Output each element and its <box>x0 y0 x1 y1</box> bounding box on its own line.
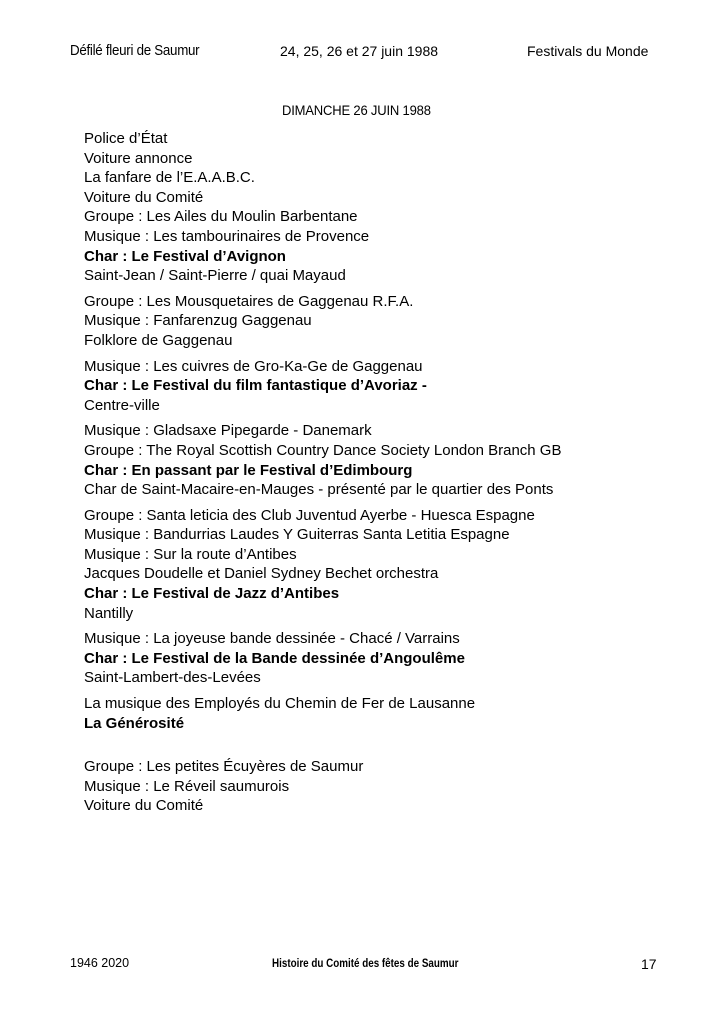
parade-entry: La musique des Employés du Chemin de Fer de Lausanne <box>84 695 476 713</box>
parade-entry: Musique : Le Réveil saumurois <box>84 777 290 795</box>
header-theme: Festivals du Monde <box>527 43 649 59</box>
parade-entry: Musique : Les cuivres de Gro-Ka-Ge de Gaggenau <box>84 357 423 375</box>
parade-order-list <box>84 129 684 822</box>
parade-section <box>84 292 684 351</box>
parade-section <box>84 129 684 286</box>
float-title: Char : En passant par le Festival d’Edimbourg <box>84 461 413 479</box>
parade-entry: Voiture du Comité <box>84 188 204 206</box>
float-title: La Générosité <box>84 714 185 732</box>
parade-entry: Groupe : Les petites Écuyères de Saumur <box>84 758 364 776</box>
header-event-dates: 24, 25, 26 et 27 juin 1988 <box>280 43 439 59</box>
float-title: Char : Le Festival de la Bande dessinée d’Angoulême <box>84 649 465 667</box>
parade-entry: Folklore de Gaggenau <box>84 331 233 349</box>
parade-entry: Centre-ville <box>84 396 160 414</box>
parade-entry: Musique : Fanfarenzug Gaggenau <box>84 312 312 330</box>
parade-entry: Saint-Jean / Saint-Pierre / quai Mayaud <box>84 267 346 285</box>
footer-years: 1946 2020 <box>70 956 130 970</box>
parade-section <box>84 694 684 733</box>
float-title: Char : Le Festival de Jazz d’Antibes <box>84 585 340 603</box>
parade-entry: La fanfare de l’E.A.A.B.C. <box>84 169 255 187</box>
parade-entry: Musique : Les tambourinaires de Provence <box>84 227 370 245</box>
parade-section <box>84 757 684 816</box>
parade-section <box>84 357 684 416</box>
day-title: DIMANCHE 26 JUIN 1988 <box>282 102 431 118</box>
parade-entry: Groupe : The Royal Scottish Country Dance Society London Branch GB <box>84 441 562 459</box>
parade-entry: Groupe : Les Mousquetaires de Gaggenau R.F.A. <box>84 292 414 310</box>
parade-entry: Char de Saint-Macaire-en-Mauges - présenté par le quartier des Ponts <box>84 481 554 499</box>
parade-section <box>84 629 684 688</box>
parade-entry: Nantilly <box>84 604 134 622</box>
footer-book-title: Histoire du Comité des fêtes de Saumur <box>272 956 459 970</box>
parade-section <box>84 421 684 499</box>
parade-entry: Musique : La joyeuse bande dessinée - Chacé / Varrains <box>84 630 460 648</box>
parade-entry: Groupe : Santa leticia des Club Juventud Ayerbe - Huesca Espagne <box>84 506 535 524</box>
float-title: Char : Le Festival du film fantastique d’Avoriaz - <box>84 377 427 395</box>
parade-entry: Voiture annonce <box>84 149 193 167</box>
parade-entry: Musique : Sur la route d’Antibes <box>84 545 297 563</box>
parade-section <box>84 506 684 624</box>
parade-entry: Musique : Bandurrias Laudes Y Guiterras Santa Letitia Espagne <box>84 526 510 544</box>
float-title: Char : Le Festival d’Avignon <box>84 247 286 265</box>
page-number: 17 <box>641 956 657 972</box>
parade-entry: Voiture du Comité <box>84 797 204 815</box>
parade-entry: Groupe : Les Ailes du Moulin Barbentane <box>84 208 358 226</box>
parade-entry: Police d’État <box>84 130 168 147</box>
parade-entry: Saint-Lambert-des-Levées <box>84 669 261 687</box>
parade-entry: Musique : Gladsaxe Pipegarde - Danemark <box>84 422 372 440</box>
parade-entry: Jacques Doudelle et Daniel Sydney Bechet orchestra <box>84 565 439 583</box>
header-event-title: Défilé fleuri de Saumur <box>70 43 200 59</box>
